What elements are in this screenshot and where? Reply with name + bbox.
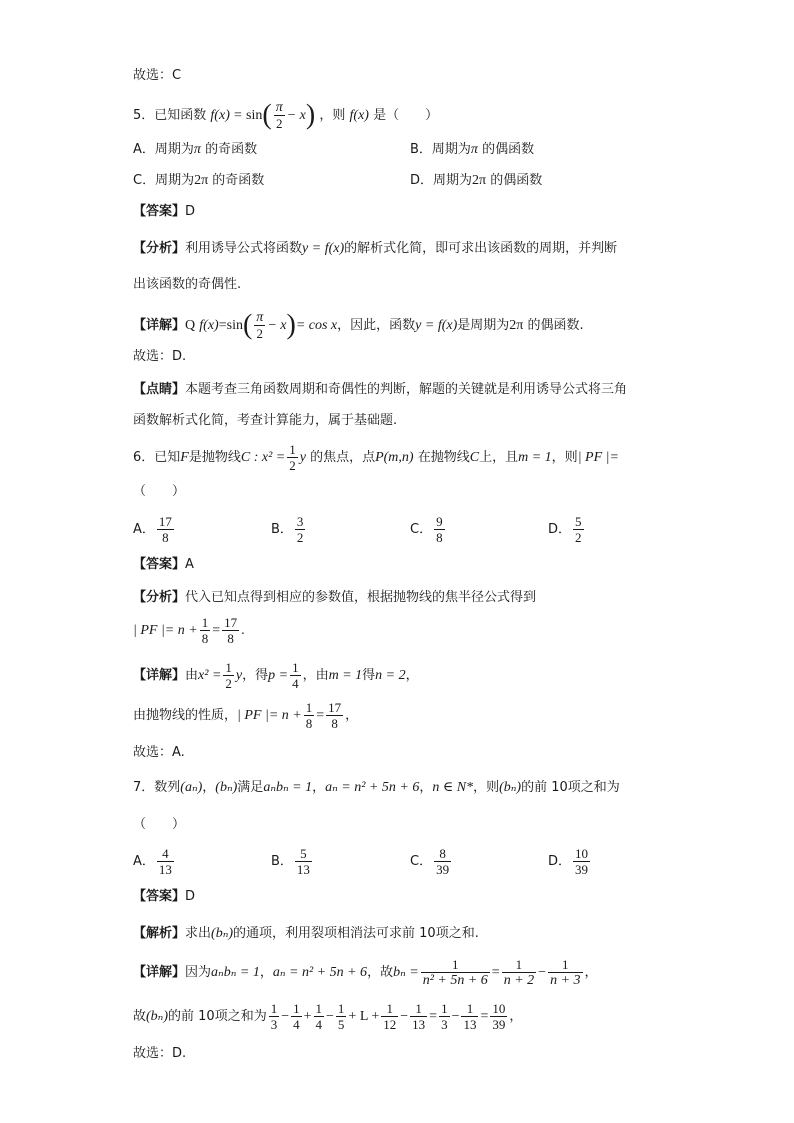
q6-analysis-line1: 【分析】代入已知点得到相应的参数值，根据抛物线的焦半径公式得到 [133,590,537,605]
q5-detail: 【详解】Q f(x)=sin( $\frac{\pi}{2}$ − x)= cos x，因此，函数y = f(x)是周期为2π 的偶函数. [133,309,584,341]
q6-option-b: B． $\frac{3}{2}$ [271,514,304,545]
q6-answer: 【答案】A [133,557,194,572]
q7-stem: 7．数列(aₙ)，(bₙ)满足aₙbₙ = 1，aₙ = n² + 5n + 6，n ∈ N*，则(bₙ)的前 10项之和为 [133,780,620,795]
q6-option-c: C． $\frac{9}{8}$ [410,514,443,545]
q5-analysis-line2: 出该函数的奇偶性. [133,277,242,292]
q5-analysis-line1: 【分析】利用诱导公式将函数y = f(x)的解析式化简，即可求出该函数的周期，并判断 [133,241,618,256]
q5-conclusion: 故选：D. [133,349,187,364]
q6-detail-line2: 由抛物线的性质，| PF |= n + $\frac{1}{8}$ = $\frac{17}{8}$ ， [133,700,359,731]
frac-pi-over-2: $\frac{\pi}{2}$ [275,100,283,131]
q5-option-c: C．周期为2π 的奇函数 [133,173,265,188]
q6-option-d: D． $\frac{5}{2}$ [548,514,582,545]
q7-option-a: A． $\frac{4}{13}$ [133,846,172,877]
q7-option-c: C． $\frac{8}{39}$ [410,846,450,877]
q6-stem: 6．已知F是抛物线C : x² = $\frac{1}{2}$ y 的焦点，点P(m,n) 在抛物线C上，且m = 1，则| PF |= [133,442,619,473]
q5-comment-line2: 函数解析式化简，考查计算能力，属于基础题. [133,413,398,428]
q6-conclusion: 故选：A. [133,745,185,760]
q6-paren: （ ） [133,484,186,499]
q7-paren: （ ） [133,817,186,832]
q7-answer: 【答案】D [133,889,196,904]
q7-detail-line2: 故(bₙ)的前 10项之和为 $\frac{1}{3}$ − $\frac{1}{4}$ + $\frac{1}{4}$ − $\frac{1}{5}$ + L + $\frac{1}{12}$ − $\frac{1}{13}$ = $\frac{1}{3}$ − $\frac{1}{13}$ = $\frac{10}{39}$ ， [133,1001,523,1032]
q4-conclusion: 故选：C [133,68,182,83]
q6-option-a: A． $\frac{17}{8}$ [133,514,172,545]
q6-analysis-line2: | PF |= n + $\frac{1}{8}$ = $\frac{17}{8}$ . [133,615,245,646]
q6-detail-line1: 【详解】由x² = $\frac{1}{2}$ y，得p = $\frac{1}{4}$ ，由m = 1得n = 2， [133,660,419,691]
q5-stem: 5．已知函数 f(x) = sin( $\frac{\pi}{2}$ − x) ，则 f(x) 是（ ） [133,99,439,131]
q7-option-b: B． $\frac{5}{13}$ [271,846,310,877]
q7-analysis: 【解析】求出(bₙ)的通项，利用裂项相消法可求前 10项之和. [133,926,479,941]
q5-option-a: A．周期为π 的奇函数 [133,142,258,157]
q5-answer: 【答案】D [133,204,196,219]
q7-detail-line1: 【详解】因为aₙbₙ = 1，aₙ = n² + 5n + 6，故bₙ = $\frac{1}{\text{n² + 5n + 6}}$ = $\frac{1}{n + 2}$ − $\frac{1}{n + 3}$ ， [133,957,598,988]
q5-comment-line1: 【点睛】本题考查三角函数周期和奇偶性的判断，解题的关键就是利用诱导公式将三角 [133,382,628,397]
q5-option-d: D．周期为2π 的偶函数 [410,173,543,188]
q7-option-d: D． $\frac{10}{39}$ [548,846,589,877]
q7-conclusion: 故选：D. [133,1046,187,1061]
q5-option-b: B．周期为π 的偶函数 [410,142,535,157]
